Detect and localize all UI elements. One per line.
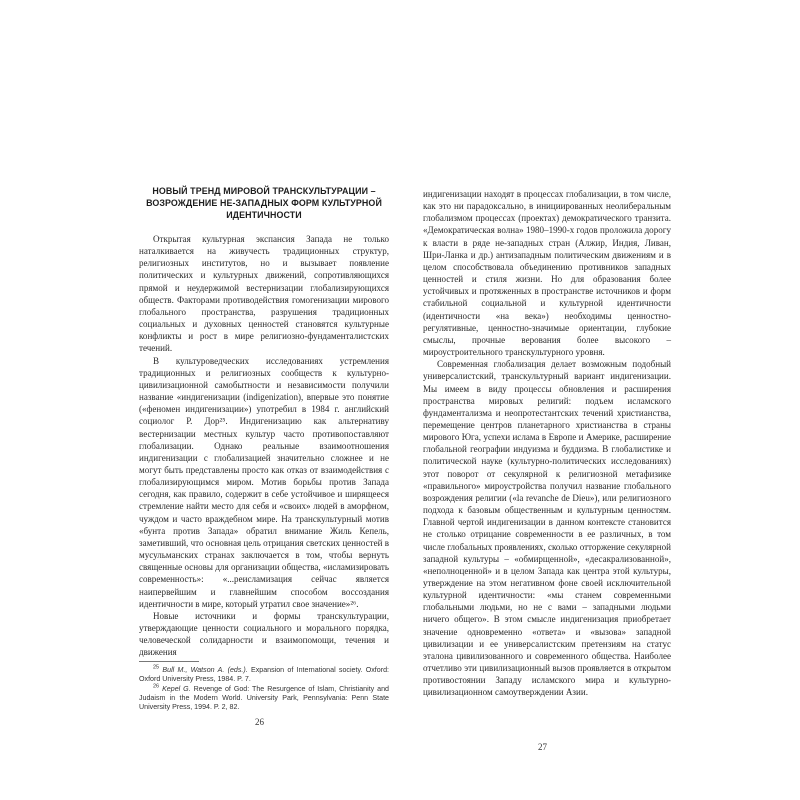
footnote-number: 25 <box>153 664 160 671</box>
footnote-26 <box>139 685 389 713</box>
left-paragraph-1: Открытая культурная экспансия Запада не только наталкивается на живучесть традиционных структур, религиозных институтов, но и вызывает появление политических и культурных движений, сопротивляющихся прямой и неудержимой вестернизации глобализирующихся обществ. Факторами противодействия гомогенизации мирового глобального пространства, разрушения традиционных социальных и духовных ценностей становятся культурные конфликты и рост в мире религиозно-фундаменталистских течений. <box>139 234 389 354</box>
footnote-rule <box>139 661 199 662</box>
footnote-text: Expansion of International society. Oxford: Oxford University Press, 1984. P. 7. <box>139 666 389 684</box>
right-paragraph-2: Современная глобализация делает возможным подобный универсалистский, транскультурный вариант индигенизации. Мы имеем в виду процессы обновления и расширения пространства мировых религий: подъем исламского фундаментализма и неопротестантских течений христианства, перемещение центров планетарного христианства в страны мирового Юга, успехи ислама в Европе и Америке, расширение глобальной географии индуизма и буддизма. В глобалистике и политической науке (культурно-политических исследованиях) этот поворот от секулярной к религиозной метафизике «правильного» мироустройства получил название глобального возрождения религии («la revanche de Dieu»), или религиозного подхода к базовым общественным и культурным ценностям. Главной чертой индигенизации в данном контексте становится не столько отрицание современности в ее различных, в том числе глобальных проявлениях, сколько отторжение секулярной западной культуры – «обмирщенной», «десакрализованной», «неполноценной» и в целом Запада как центра этой культуры, утверждение на этом негативном фоне своей исключительной культурной идентичности: «мы станем современными глобальными людьми, но не с вами – западными людьми ничего общего». В этом смысле индигенизация приобретает значение одновременно «ответа» и «вызова» западной цивилизации и ее универсалистским претензиям на статус эталона цивилизованного и современного общества. Наиболее отчетливо эти цивилизационный вызов проявляется в открытом противостоянии Западу исламского мира и культурно-цивилизационном самоутверждении Азии. <box>423 359 671 698</box>
right-page <box>423 188 671 699</box>
section-heading: НОВЫЙ ТРЕНД МИРОВОЙ ТРАНСКУЛЬТУРАЦИИ – ВОЗРОЖДЕНИЕ НЕ-ЗАПАДНЫХ ФОРМ КУЛЬТУРНОЙ ИДЕНТИЧНОСТИ <box>146 186 382 221</box>
footnote-author: Bull M., Watson A. (eds.). <box>162 666 248 674</box>
page-number-left: 26 <box>255 717 264 727</box>
footnotes <box>139 661 389 712</box>
footnote-text: Revenge of God: The Resurgence of Islam, Christianity and Judaism in the Modern World. University Park, Pennsylvania: Penn State University Press, 1994. P. 2, 82. <box>139 684 389 712</box>
footnote-author: Kepel G. <box>162 684 191 693</box>
footnote-25 <box>139 666 389 685</box>
right-paragraph-1: индигенизации находят в процессах глобализации, в том числе, как это ни парадоксально, в инициированных неолиберальным глобализмом процессах (проектах) демократического транзита. «Демократическая волна» 1980–1990-х годов проложила дорогу к власти в ряде не-западных стран (Алжир, Индия, Ливан, Шри-Ланка и др.) антизападным политическим движениям и в целом способствовала объединению противников западных ценностей и стиля жизни. Но для образования более устойчивых и протяженных в пространстве источников и форм стабильной социальной и культурной идентичности (идентичности «на века») необходимы ценностно-регулятивные, ценностно-значимые ориентации, глубокие смыслы, прочные верования более высокого – мироустроительного транскультурного уровня. <box>423 189 671 358</box>
footnote-number: 26 <box>153 683 160 690</box>
left-paragraph-3: Новые источники и формы транскультурации, утверждающие ценности социального и морального порядка, человеческой солидарности и взаимопомощи, течения и движения <box>139 610 389 658</box>
left-paragraph-2: В культуроведческих исследованиях устремления традиционных и религиозных сообществ к культурно-цивилизационной самобытности и независимости получили название «индигенизации (indigenization), впервые это понятие («феномен индигенизации») употребил в 1984 г. английский социолог Р. Дор²⁵. Индигенизацию как альтернативу вестернизации местных культур часто противопоставляют глобализации. Однако реальные взаимоотношения индигенизации с глобализацией значительно сложнее и не могут быть представлены просто как отказ от взаимодействия с глобализирующимся миром. Мотив борьбы против Запада сегодня, как правило, содержит в себе устойчивое и ширящееся стремление найти место для себя и «своих» людей в аморфном, чуждом и часто враждебном мире. На транскультурный мотив «бунта против Запада» обратил внимание Жиль Кепель, заметивший, что основная цель отрицания светских ценностей в мусульманских странах заключается в том, чтобы вернуть священные основы для организации общества, «исламизировать современность»: «...реисламизация сейчас является наипервейшим и главнейшим способом воссоздания идентичности в мире, который утратил свое значение»²⁶. <box>139 355 389 609</box>
left-page-body <box>139 233 389 658</box>
page-number-right: 27 <box>538 742 547 752</box>
